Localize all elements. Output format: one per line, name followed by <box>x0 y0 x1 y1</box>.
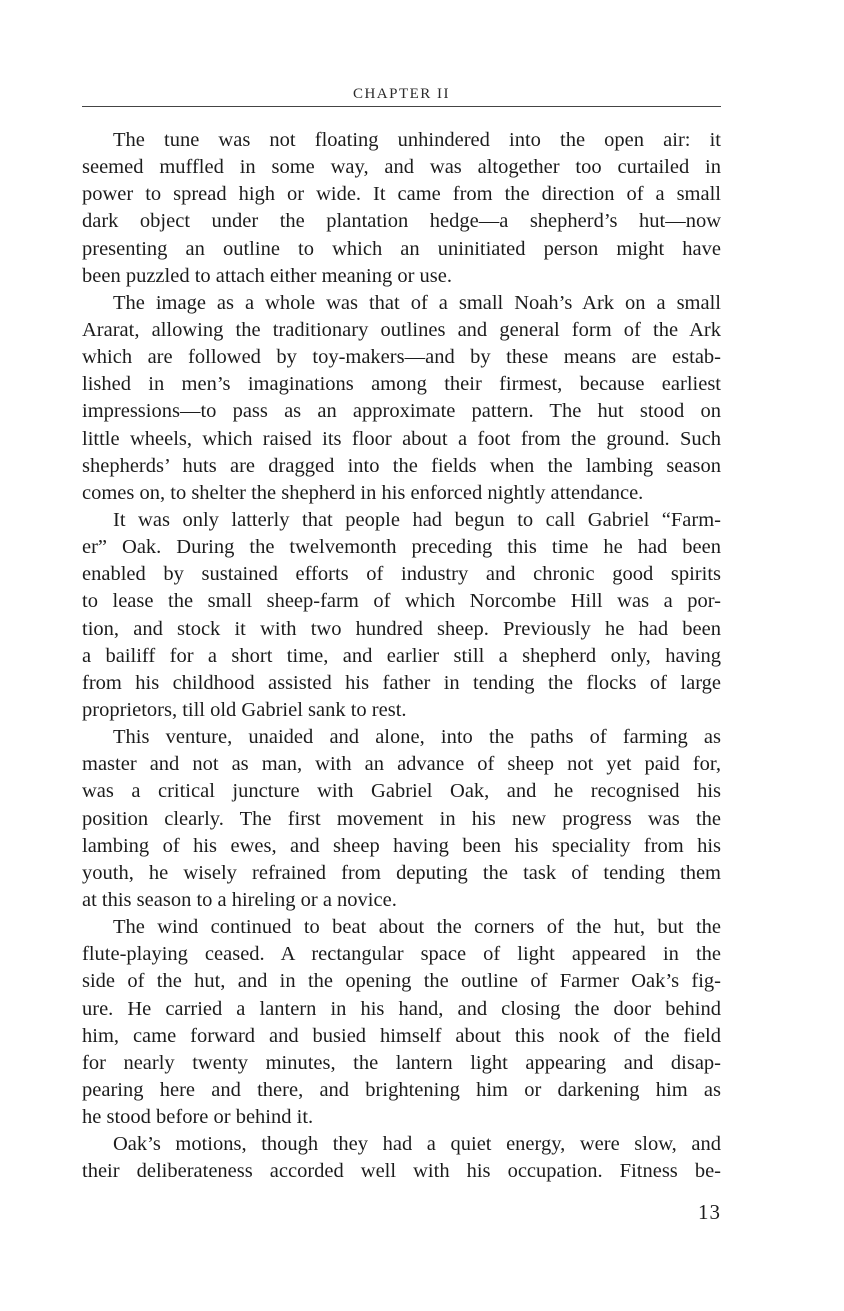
text-line: Ararat, allowing the traditionary outlines and general form of the Ark <box>82 318 721 341</box>
text-line: little wheels, which raised its floor about a foot from the ground. Such <box>82 427 721 450</box>
text-line: he stood before or behind it. <box>82 1106 314 1129</box>
book-page <box>82 0 721 1311</box>
text-line: at this season to a hireling or a novice. <box>82 888 397 911</box>
text-line: been puzzled to attach either meaning or use. <box>82 264 452 287</box>
text-line: youth, he wisely refrained from deputing the task of tending them <box>82 861 721 884</box>
header-rule <box>82 106 721 107</box>
text-line: their deliberateness accorded well with his occupation. Fitness be- <box>82 1160 721 1183</box>
text-line: side of the hut, and in the opening the outline of Farmer Oak’s fig- <box>82 970 721 993</box>
page-number: 13 <box>698 1200 721 1224</box>
text-line: The wind continued to beat about the corners of the hut, but the <box>113 916 721 939</box>
text-line: It was only latterly that people had begun to call Gabriel “Farm- <box>113 508 721 531</box>
text-line: The tune was not floating unhindered into the open air: it <box>113 129 721 151</box>
text-line: from his childhood assisted his father in tending the flocks of large <box>82 671 721 694</box>
text-line: lished in men’s imaginations among their firmest, because earliest <box>82 373 721 396</box>
text-line: lambing of his ewes, and sheep having been his speciality from his <box>82 834 721 857</box>
text-line: dark object under the plantation hedge—a shepherd’s hut—now <box>82 210 721 233</box>
text-line: comes on, to shelter the shepherd in his enforced nightly attendance. <box>82 481 644 504</box>
text-line: position clearly. The first movement in his new progress was the <box>82 807 721 830</box>
text-line: The image as a whole was that of a small Noah’s Ark on a small <box>113 291 721 314</box>
text-line: ure. He carried a lantern in his hand, and closing the door behind <box>82 997 721 1020</box>
text-line: presenting an outline to which an uninitiated person might have <box>82 237 721 260</box>
text-line: which are followed by toy-makers—and by these means are estab- <box>82 346 721 369</box>
text-line: Oak’s motions, though they had a quiet energy, were slow, and <box>113 1133 721 1156</box>
text-line: pearing here and there, and brightening him or darkening him as <box>82 1078 721 1101</box>
text-line: him, came forward and busied himself about this nook of the field <box>82 1024 721 1047</box>
text-line: tion, and stock it with two hundred sheep. Previously he had been <box>82 617 721 640</box>
running-head: CHAPTER II <box>352 86 451 102</box>
text-line: enabled by sustained efforts of industry and chronic good spirits <box>82 563 721 586</box>
text-line: proprietors, till old Gabriel sank to rest. <box>82 698 407 721</box>
body-text <box>82 127 721 1185</box>
text-line: This venture, unaided and alone, into the paths of farming as <box>113 726 721 749</box>
text-line: was a critical juncture with Gabriel Oak, and he recognised his <box>82 780 721 803</box>
text-line: shepherds’ huts are dragged into the fields when the lambing season <box>82 454 721 477</box>
text-line: master and not as man, with an advance of sheep not yet paid for, <box>82 753 721 776</box>
text-line: power to spread high or wide. It came from the direction of a small <box>82 183 721 206</box>
text-line: impressions—to pass as an approximate pattern. The hut stood on <box>82 400 721 423</box>
text-line: for nearly twenty minutes, the lantern light appearing and disap- <box>82 1051 721 1074</box>
text-line: a bailiff for a short time, and earlier still a shepherd only, having <box>82 644 721 667</box>
text-line: flute-playing ceased. A rectangular space of light appeared in the <box>82 943 721 966</box>
text-line: seemed muffled in some way, and was altogether too curtailed in <box>82 156 721 179</box>
text-line: er” Oak. During the twelvemonth preceding this time he had been <box>82 536 721 559</box>
text-line: to lease the small sheep-farm of which Norcombe Hill was a por- <box>82 590 721 613</box>
